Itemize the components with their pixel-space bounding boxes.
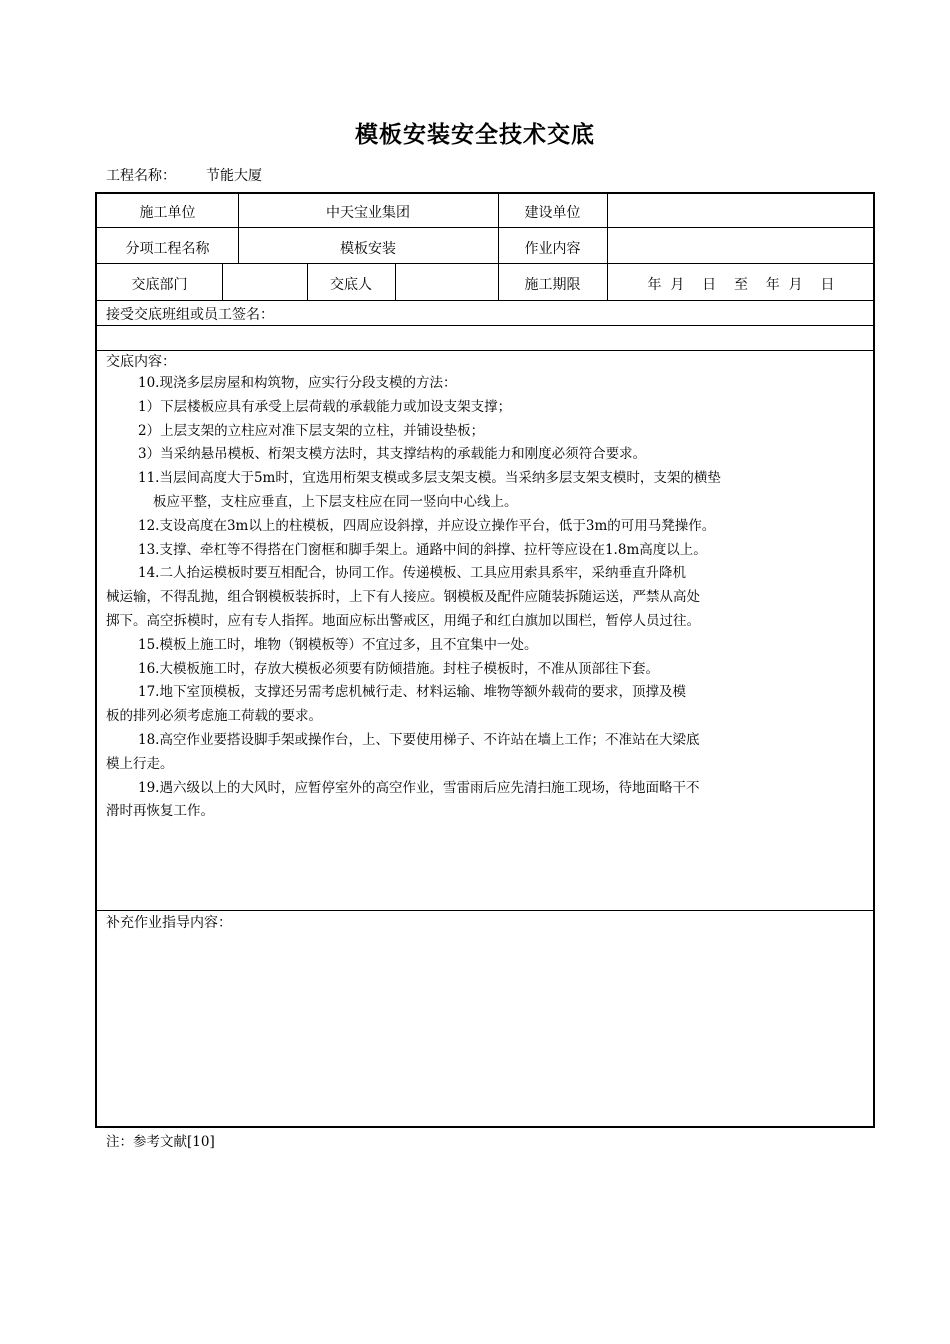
construction-unit-value: 中天宝业集团 (326, 205, 410, 221)
sub-project-name-value: 模板安装 (340, 241, 396, 257)
construction-period-label: 施工期限 (524, 277, 581, 293)
content-line: 械运输，不得乱抛，组合钢模板装拆时，上下有人接应。钢模板及配件应随装拆随运送，严禁从高处 (106, 589, 700, 606)
reference-note: 注：参考文献[10] (106, 1134, 215, 1150)
owner-unit-label: 建设单位 (524, 205, 581, 221)
signature-label: 接受交底班组或员工签名： (106, 307, 274, 323)
content-body (106, 372, 866, 824)
project-name-label: 工程名称： (106, 168, 176, 184)
content-line: 模上行走。 (106, 755, 174, 772)
content-line: 掷下。高空拆模时，应有专人指挥。地面应标出警戒区，用绳子和红白旗加以围栏，暂停人员过往。 (106, 612, 700, 629)
content-line: 11.当层间高度大于5m时，宜选用桁架支模或多层支架支模。当采纳多层支架支模时，支架的横垫 (138, 470, 721, 487)
sub-project-name-label: 分项工程名称 (125, 241, 210, 257)
content-line: 17.地下室顶模板，支撑还另需考虑机械行走、材料运输、堆物等额外载荷的要求，顶撑及模 (138, 684, 686, 701)
content-line: 13.支撑、牵杠等不得搭在门窗框和脚手架上。通路中间的斜撑、拉杆等应设在1.8m高度以上。 (138, 541, 707, 558)
content-line: 3）当采纳悬吊模板、桁架支模方法时，其支撑结构的承载能力和刚度必须符合要求。 (138, 446, 647, 463)
construction-unit-label: 施工单位 (139, 205, 196, 221)
project-name-value: 节能大厦 (206, 168, 262, 184)
content-line: 14.二人抬运模板时要互相配合，协同工作。传递模板、工具应用索具系牢，采纳垂直升降机 (138, 565, 686, 582)
content-line: 板应平整，支柱应垂直，上下层支柱应在同一竖向中心线上。 (153, 493, 518, 510)
content-line: 2）上层支架的立柱应对准下层支架的立柱，并铺设垫板； (138, 422, 485, 439)
construction-period-value: 年 月 日 至 年 月 日 (647, 277, 835, 293)
content-label: 交底内容： (106, 354, 176, 370)
content-line: 12.支设高度在3m以上的柱模板，四周应设斜撑，并应设立操作平台，低于3m的可用马凳操作。 (138, 517, 716, 534)
project-name-line (106, 165, 262, 185)
document-title: 模板安装安全技术交底 (355, 121, 595, 148)
supplement-label: 补充作业指导内容： (106, 915, 232, 931)
disclosure-department-label: 交底部门 (131, 277, 188, 293)
content-line: 15.模板上施工时，堆物（钢模板等）不宜过多，且不宜集中一处。 (138, 636, 538, 653)
discloser-label: 交底人 (330, 277, 372, 293)
content-line: 18.高空作业要搭设脚手架或操作台，上、下要使用梯子、不许站在墙上工作；不准站在大梁底 (138, 731, 700, 748)
work-content-label: 作业内容 (524, 241, 581, 257)
content-line: 10.现浇多层房屋和构筑物，应实行分段支模的方法： (138, 375, 457, 391)
content-line: 1）下层楼板应具有承受上层荷载的承载能力或加设支架支撑； (138, 398, 512, 415)
disclosure-form-table (95, 192, 875, 1128)
content-line: 滑时再恢复工作。 (106, 803, 214, 820)
content-line: 19.遇六级以上的大风时，应暂停室外的高空作业，雪雷雨后应先清扫施工现场，待地面略干不 (138, 779, 700, 796)
content-line: 板的排列必须考虑施工荷载的要求。 (106, 708, 322, 725)
content-line: 16.大模板施工时，存放大模板必须要有防倾措施。封柱子模板时，不准从顶部往下套。 (138, 660, 659, 677)
